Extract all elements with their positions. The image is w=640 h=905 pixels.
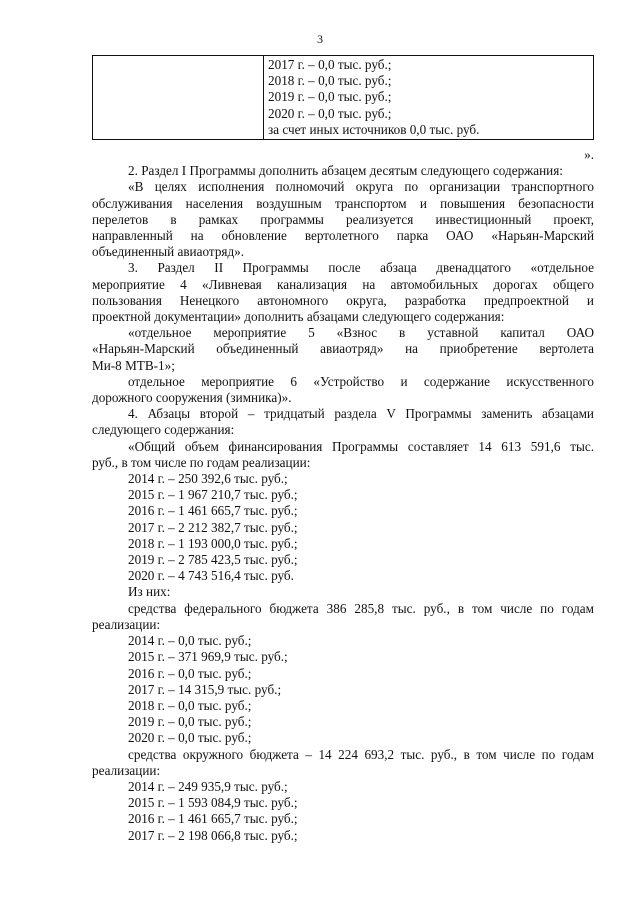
table-row: [93, 56, 594, 140]
federal-year-line: 2015 г. – 371 969,9 тыс. руб.;: [128, 649, 288, 665]
federal-year-line: 2014 г. – 0,0 тыс. руб.;: [128, 633, 252, 649]
federal-year-line: 2020 г. – 0,0 тыс. руб.;: [128, 730, 252, 746]
table-line: 2017 г. – 0,0 тыс. руб.;: [268, 57, 392, 72]
item-3-line: мероприятие 4 «Ливневая канализация на автомобильных дорогах общего: [92, 276, 594, 292]
item-3-line: пользования Ненецкого автономного округа, разработка предпроектной и: [92, 292, 594, 308]
table-line: за счет иных источников 0,0 тыс. руб.: [268, 121, 480, 137]
event-6-line: дорожного сооружения (зимника)».: [92, 390, 292, 406]
table-cell-financing: [264, 56, 594, 140]
event-5-line: «Нарьян-Марский объединенный авиаотряд» на приобретение вертолета: [92, 341, 594, 357]
close-quote-mark: ».: [584, 147, 594, 162]
federal-budget-line: средства федерального бюджета 386 285,8 тыс. руб., в том числе по годам: [128, 600, 594, 616]
table-line: 2020 г. – 0,0 тыс. руб.;: [268, 105, 392, 121]
item-3-line: 3. Раздел II Программы после абзаца двенадцатого «отдельное: [128, 260, 594, 276]
table-line: 2019 г. – 0,0 тыс. руб.;: [268, 89, 392, 105]
district-budget-line: средства окружного бюджета – 14 224 693,2 тыс. руб., в том числе по годам: [128, 746, 594, 762]
table-line: 2018 г. – 0,0 тыс. руб.;: [268, 73, 392, 89]
event-5-line: Ми-8 МТВ-1»;: [92, 357, 175, 373]
district-year-line: 2017 г. – 2 198 066,8 тыс. руб.;: [128, 827, 298, 843]
item-3-line: проектной документации» дополнить абзацами следующего содержания:: [92, 309, 505, 325]
federal-year-line: 2018 г. – 0,0 тыс. руб.;: [128, 697, 252, 713]
total-year-line: 2015 г. – 1 967 210,7 тыс. руб.;: [128, 487, 298, 503]
item-2-quote-line: «В целях исполнения полномочий округа по организации транспортного: [128, 179, 594, 195]
page-number: 3: [317, 32, 323, 46]
total-year-line: 2016 г. – 1 461 665,7 тыс. руб.;: [128, 503, 298, 519]
item-2-quote-line: обслуживания населения воздушным транспортом и повышения безопасности: [92, 195, 594, 211]
federal-year-line: 2017 г. – 14 315,9 тыс. руб.;: [128, 681, 282, 697]
total-financing-line: руб., в том числе по годам реализации:: [92, 454, 311, 470]
event-5-line: «отдельное мероприятие 5 «Взнос в уставной капитал ОАО: [128, 325, 594, 341]
document-body: [92, 147, 594, 844]
district-budget-line: реализации:: [92, 762, 161, 778]
total-year-line: 2019 г. – 2 785 423,5 тыс. руб.;: [128, 552, 298, 568]
federal-year-line: 2016 г. – 0,0 тыс. руб.;: [128, 665, 252, 681]
total-year-line: 2020 г. – 4 743 516,4 тыс. руб.: [128, 568, 294, 584]
item-2-quote-line: перелетов в рамках программы реализуется инвестиционный проект,: [92, 211, 594, 227]
total-financing-line: «Общий объем финансирования Программы составляет 14 613 591,6 тыс.: [128, 438, 594, 454]
district-year-line: 2016 г. – 1 461 665,7 тыс. руб.;: [128, 811, 298, 827]
federal-year-line: 2019 г. – 0,0 тыс. руб.;: [128, 714, 252, 730]
district-year-line: 2014 г. – 249 935,9 тыс. руб.;: [128, 778, 288, 794]
item-4-heading: 4. Абзацы второй – тридцатый раздела V Программы заменить абзацами: [128, 406, 594, 422]
financing-table-fragment: [92, 55, 594, 140]
item-2-quote-line: направленный на обновление вертолетного парка ОАО «Нарьян-Марский: [92, 228, 594, 244]
total-year-line: 2018 г. – 1 193 000,0 тыс. руб.;: [128, 535, 298, 551]
event-6-line: отдельное мероприятие 6 «Устройство и содержание искусственного: [128, 373, 594, 389]
district-year-line: 2015 г. – 1 593 084,9 тыс. руб.;: [128, 795, 298, 811]
federal-budget-line: реализации:: [92, 616, 161, 632]
item-4-heading: следующего содержания:: [92, 422, 235, 438]
total-year-line: 2017 г. – 2 212 382,7 тыс. руб.;: [128, 519, 298, 535]
item-2-heading: 2. Раздел I Программы дополнить абзацем десятым следующего содержания:: [128, 163, 563, 179]
item-2-quote-line: объединенный авиаотряд».: [92, 244, 245, 260]
of-them-label: Из них:: [128, 584, 171, 600]
total-year-line: 2014 г. – 250 392,6 тыс. руб.;: [128, 471, 288, 487]
table-cell-empty: [93, 56, 264, 140]
